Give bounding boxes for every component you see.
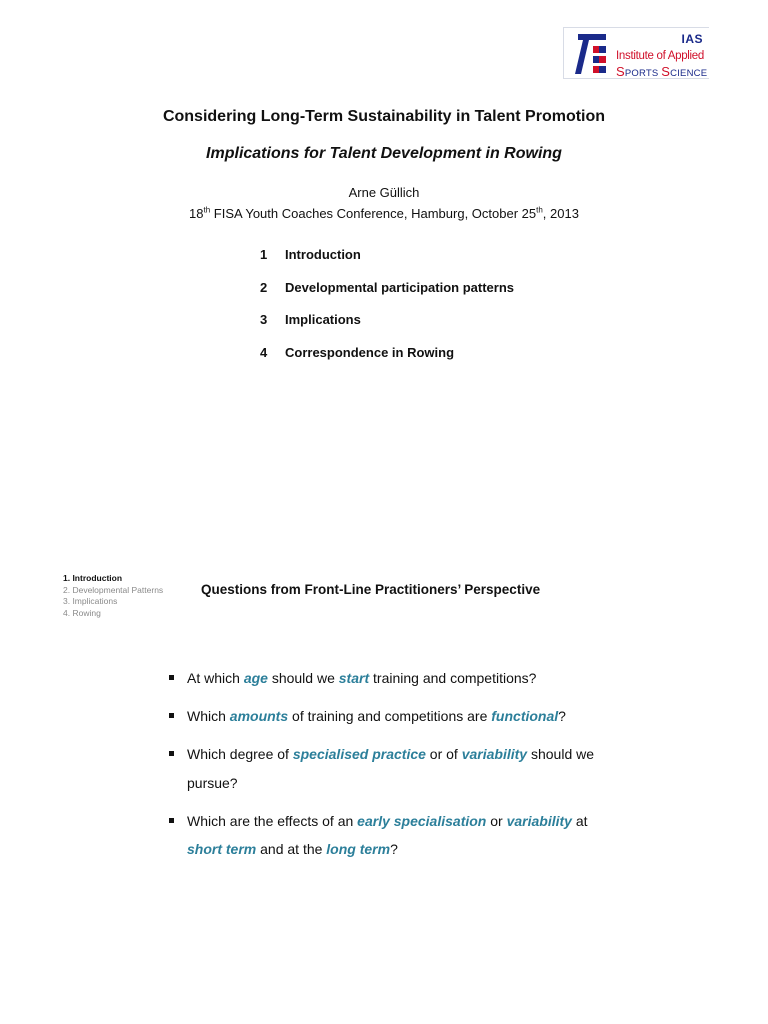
author: Arne Güllich <box>348 185 420 200</box>
document-subtitle: Implications for Talent Development in Rowing <box>206 145 562 162</box>
toc-item: 3 Implications <box>260 312 361 327</box>
logo-abbreviation: IAS <box>681 32 703 46</box>
ias-logo-icon <box>568 32 608 76</box>
section-nav-item-developmental-patterns: 2. Developmental Patterns <box>63 584 164 595</box>
section-nav-item-implications: 3. Implications <box>63 596 118 607</box>
section-title: Questions from Front-Line Practitioners’ Perspective <box>201 582 541 597</box>
question-item: Which are the effects of an early specialisation or variability at short term and at the long term? <box>167 807 617 864</box>
document-title: Considering Long-Term Sustainability in Talent Promotion <box>162 108 606 125</box>
toc-item: 2 Developmental participation patterns <box>260 279 514 295</box>
question-item: Which degree of specialised practice or of variability should we pursue? <box>167 740 617 797</box>
question-item: At which age should we start training and competitions? <box>167 664 617 693</box>
section-nav <box>63 573 163 620</box>
toc-item: 4 Correspondence in Rowing <box>260 344 455 360</box>
table-of-contents <box>260 247 514 377</box>
logo-line-1: Institute of Applied <box>616 50 705 62</box>
logo-line-2: SPORTS SCIENCE <box>616 64 708 79</box>
section-nav-item-introduction: 1. Introduction <box>63 573 123 583</box>
toc-item: 1 Introduction <box>260 247 361 262</box>
section-nav-item-rowing: 4. Rowing <box>63 608 101 619</box>
question-list <box>167 664 617 873</box>
ias-logo <box>563 27 709 79</box>
conference-line: 18th FISA Youth Coaches Conference, Hamburg, October 25th, 2013 <box>189 205 579 221</box>
question-item: Which amounts of training and competitions are functional? <box>167 702 617 731</box>
